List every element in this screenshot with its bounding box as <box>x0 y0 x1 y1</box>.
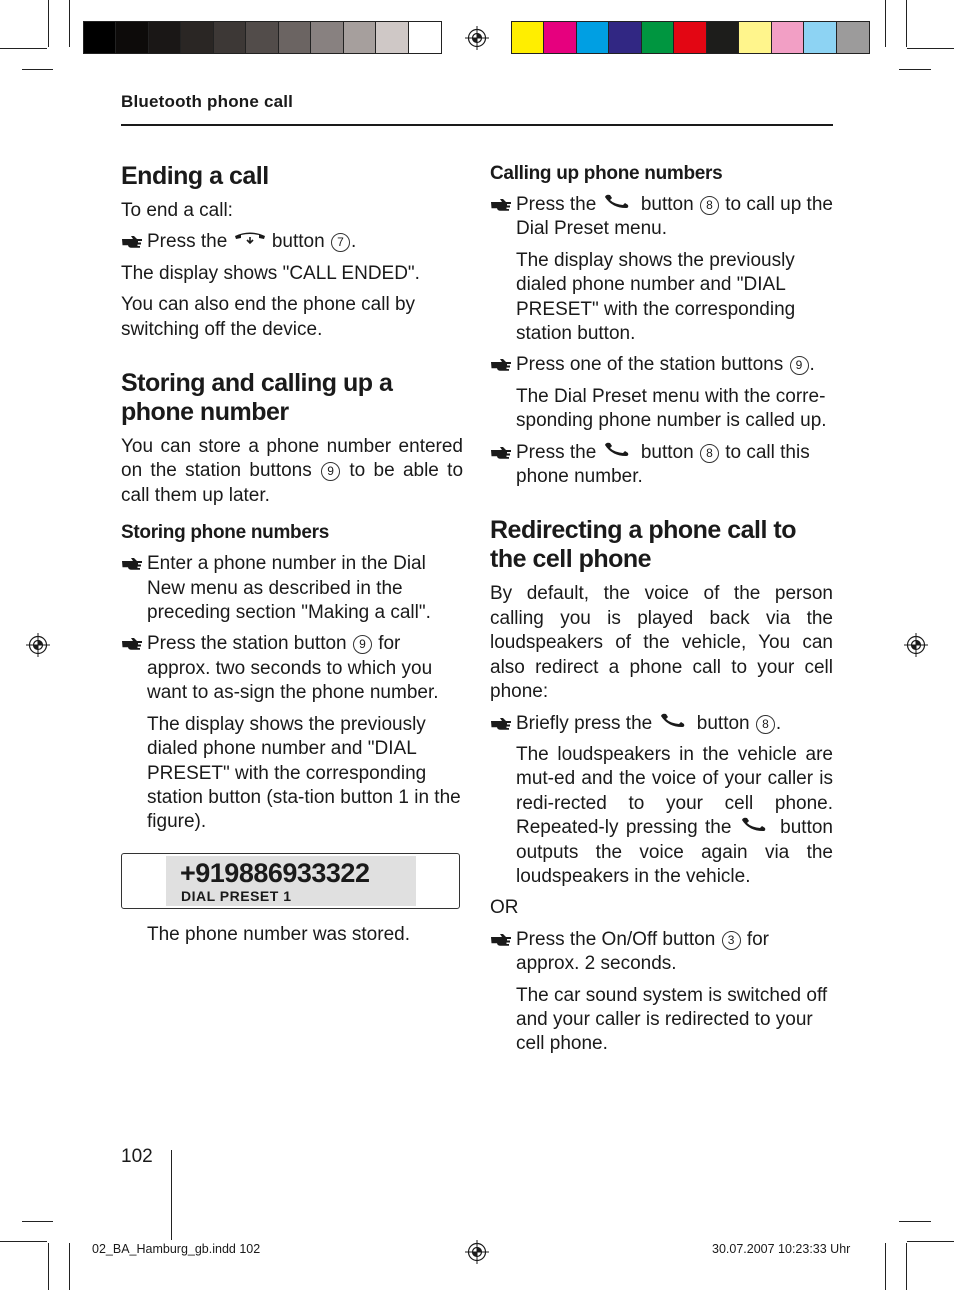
pointing-hand-icon <box>490 445 512 459</box>
crop-mark <box>906 1243 907 1290</box>
crop-mark <box>48 0 49 47</box>
calling-step-1: Press the button 8 to call up the Dial Preset menu. <box>490 193 833 242</box>
color-swatch <box>376 22 408 53</box>
crop-mark <box>69 0 70 47</box>
crop-mark <box>69 1243 70 1290</box>
callout-number: 3 <box>722 931 741 950</box>
pointing-hand-icon <box>490 197 512 211</box>
color-swatch <box>409 22 441 53</box>
or-separator: OR <box>490 897 519 919</box>
phone-pickup-icon <box>602 442 636 456</box>
callout-number: 9 <box>353 635 372 654</box>
storing-step-2-result: The display shows the previously dialed phone number and "DIAL PRESET" with the corresponding station button (sta-tion button 1 in the figure). <box>147 713 461 833</box>
color-swatch <box>609 22 641 53</box>
color-swatch <box>149 22 181 53</box>
pointing-hand-icon <box>121 636 143 650</box>
calling-step-3: Press the button 8 to call this phone number. <box>490 441 833 490</box>
color-swatch <box>246 22 278 53</box>
storing-step-2: Press the station button 9 for approx. two seconds to which you want to as-sign the phone number. <box>121 632 463 705</box>
header-rule <box>121 124 833 126</box>
grayscale-calibration-bar <box>83 21 442 54</box>
crop-mark <box>899 69 931 70</box>
crop-mark <box>907 1241 954 1242</box>
color-swatch <box>804 22 836 53</box>
ending-intro: To end a call: <box>121 200 233 221</box>
callout-number: 8 <box>700 196 719 215</box>
crop-mark <box>0 1241 47 1242</box>
color-swatch <box>344 22 376 53</box>
storing-step-1: Enter a phone number in the Dial New menu as described in the preceding section "Making a call". <box>121 552 463 625</box>
color-swatch <box>311 22 343 53</box>
crop-mark <box>22 1221 53 1222</box>
display-preset-label: DIAL PRESET 1 <box>181 887 292 904</box>
crop-mark <box>899 1221 931 1222</box>
page-number-rule <box>171 1150 172 1240</box>
section-title-ending-call: Ending a call <box>121 162 269 190</box>
color-swatch <box>577 22 609 53</box>
color-swatch <box>707 22 739 53</box>
color-swatch <box>512 22 544 53</box>
crop-mark <box>48 1243 49 1290</box>
color-swatch <box>279 22 311 53</box>
phone-pickup-icon <box>602 194 636 208</box>
color-swatch <box>84 22 116 53</box>
callout-number: 8 <box>700 444 719 463</box>
color-swatch <box>181 22 213 53</box>
crop-mark <box>906 0 907 47</box>
redirect-step-2: Press the On/Off button 3 for approx. 2 seconds. <box>490 928 833 977</box>
color-calibration-bar <box>511 21 870 54</box>
callout-number: 8 <box>756 715 775 734</box>
pointing-hand-icon <box>121 234 143 248</box>
calling-step-2-result: The Dial Preset menu with the corre-sponding phone number is called up. <box>516 385 827 432</box>
phone-pickup-icon <box>739 817 773 831</box>
color-swatch <box>642 22 674 53</box>
registration-mark-icon <box>26 633 50 657</box>
color-swatch <box>674 22 706 53</box>
page-number: 102 <box>121 1146 153 1167</box>
registration-mark-icon <box>465 26 489 50</box>
pointing-hand-icon <box>490 716 512 730</box>
callout-number: 7 <box>331 233 350 252</box>
color-swatch <box>116 22 148 53</box>
left-column <box>121 162 463 954</box>
crop-mark <box>907 48 954 49</box>
phone-hangup-icon <box>233 231 267 245</box>
ending-note: You can also end the phone call by switching off the device. <box>121 294 416 340</box>
display-phone-number: +919886933322 <box>180 857 370 888</box>
print-file-name: 02_BA_Hamburg_gb.indd 102 <box>92 1242 261 1256</box>
color-swatch <box>772 22 804 53</box>
redirect-step-1: Briefly press the button 8 . <box>490 712 833 736</box>
crop-mark <box>22 69 53 70</box>
device-display-illustration <box>121 853 460 909</box>
crop-mark <box>885 1243 886 1290</box>
ending-step: Press the button 7 . <box>121 230 463 254</box>
callout-number: 9 <box>790 356 809 375</box>
crop-mark <box>0 48 47 49</box>
phone-pickup-icon <box>658 713 692 727</box>
color-swatch <box>214 22 246 53</box>
pointing-hand-icon <box>490 932 512 946</box>
calling-step-1-result: The display shows the previously dialed phone number and "DIAL PRESET" with the corresponding station button. <box>516 249 796 345</box>
color-swatch <box>739 22 771 53</box>
registration-mark-icon <box>904 633 928 657</box>
callout-number: 9 <box>321 462 340 481</box>
pointing-hand-icon <box>490 357 512 371</box>
ending-result: The display shows "CALL ENDED". <box>121 262 420 284</box>
stored-confirmation: The phone number was stored. <box>147 923 410 945</box>
display-screen <box>166 856 416 906</box>
redirect-intro: By default, the voice of the person calling you is played back via the loudspeakers of the vehicle, You can also redirect a phone call to your cell phone: <box>490 583 833 703</box>
subsection-title-storing-numbers: Storing phone numbers <box>121 522 329 544</box>
crop-mark <box>885 0 886 47</box>
registration-mark-icon <box>465 1240 489 1264</box>
pointing-hand-icon <box>121 556 143 570</box>
redirect-step-1-result: The loudspeakers in the vehicle are mut-ed and the voice of your caller is redi-rected to your cell phone. Repeated-ly pressing the button outputs the voice again via the loudspeakers in the vehicle. <box>516 743 833 887</box>
section-title-storing: Storing and calling up a phone number <box>121 369 393 427</box>
color-swatch <box>544 22 576 53</box>
storing-intro: You can store a phone number entered on the station buttons 9 to be able to call them up later. <box>121 436 464 506</box>
redirect-step-2-result: The car sound system is switched off and your caller is redirected to your cell phone. <box>516 984 828 1055</box>
subsection-title-calling-up: Calling up phone numbers <box>490 163 723 184</box>
color-swatch <box>837 22 869 53</box>
section-title-redirecting: Redirecting a phone call to the cell phone <box>490 516 796 574</box>
calling-step-2: Press one of the station buttons 9 . <box>490 353 833 377</box>
print-timestamp: 30.07.2007 10:23:33 Uhr <box>712 1242 851 1256</box>
right-column <box>490 162 833 1064</box>
running-head: Bluetooth phone call <box>121 92 294 111</box>
